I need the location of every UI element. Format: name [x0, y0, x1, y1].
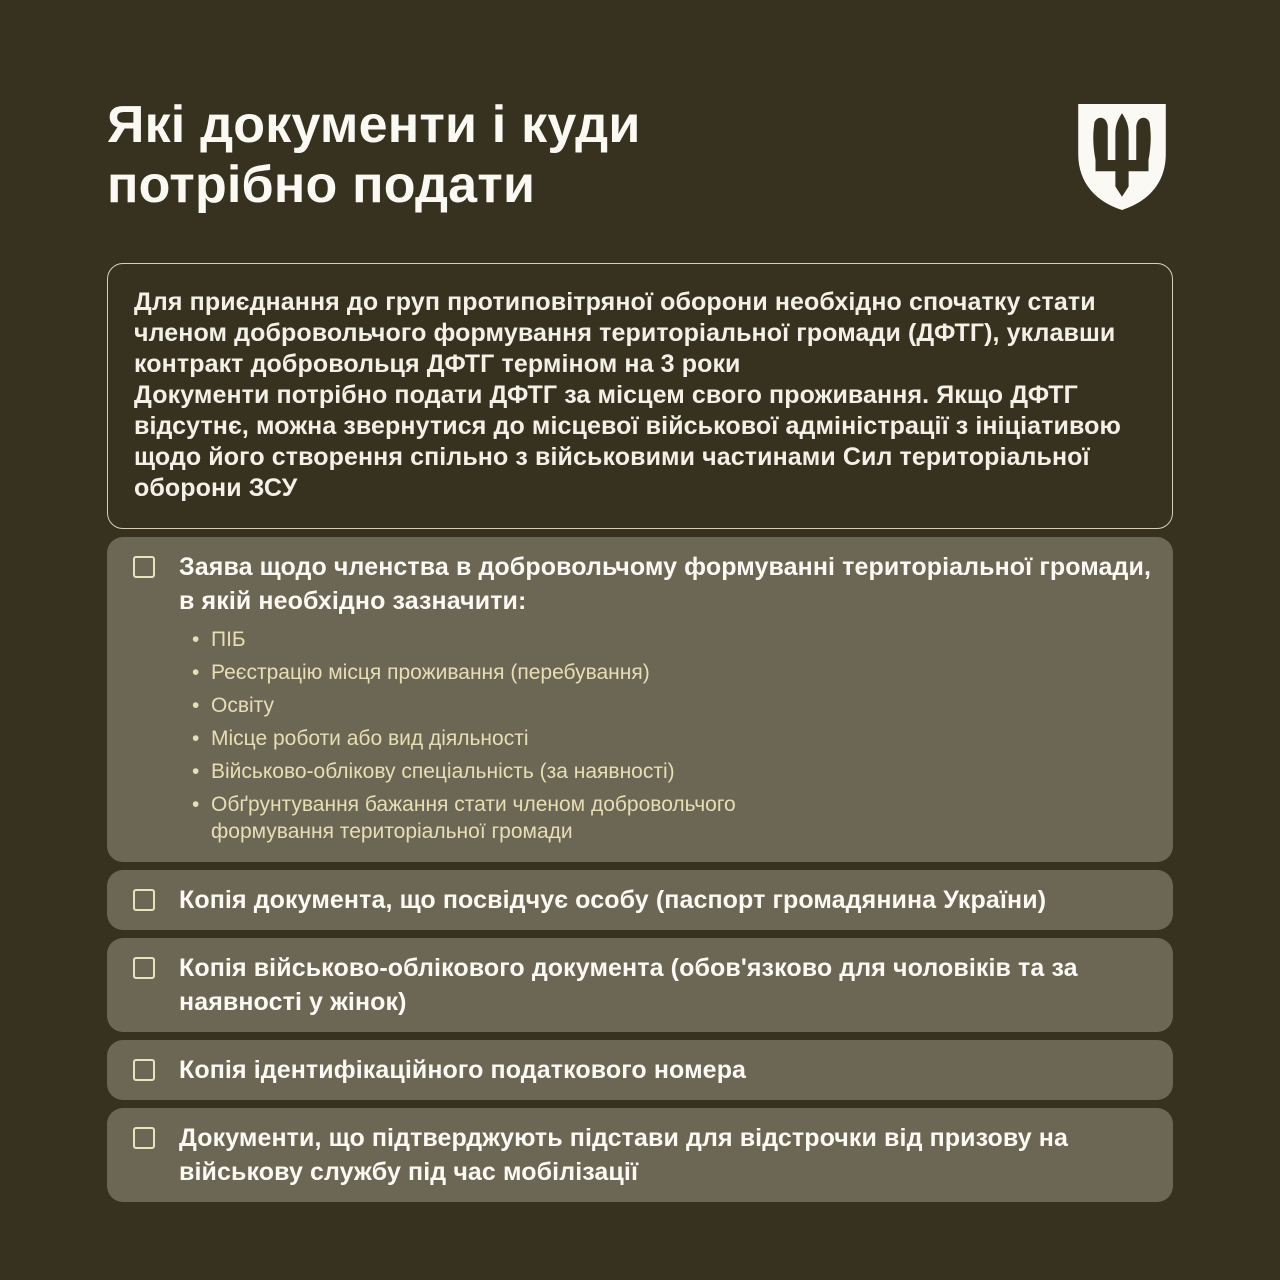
checklist-item-deferral-documents — [107, 1108, 1173, 1202]
checklist-item-label: Документи, що підтверджують підстави для відстрочки від призову на військову службу під час мобілізації — [179, 1124, 1068, 1186]
checklist-item-passport-copy — [107, 870, 1173, 930]
shield-trident-emblem-icon — [1073, 101, 1171, 213]
checklist-item-label: Копія документа, що посвідчує особу (паспорт громадянина України) — [179, 886, 1047, 914]
checklist-item-tax-number-copy — [107, 1040, 1173, 1100]
list-item: • ПІБ — [179, 626, 831, 653]
checklist-item-body — [179, 883, 1046, 917]
checklist-item-application — [107, 537, 1173, 862]
page-title — [107, 95, 641, 215]
checklist-item-label: Копія ідентифікаційного податкового номера — [179, 1056, 747, 1084]
checkbox-icon — [133, 889, 155, 911]
intro-paragraph-2: Документи потрібно подати ДФТГ за місцем свого проживання. Якщо ДФТГ відсутнє, можна звернутися до місцевої військової адміністрації з ініціативою щодо його створення спільно з військовими частинами Сил територіальної оборони ЗСУ — [134, 381, 1121, 502]
checkbox-icon — [133, 957, 155, 979]
page-title-line-2: потрібно подати — [107, 156, 536, 214]
checklist-item-body — [179, 951, 1153, 1019]
intro-box — [107, 263, 1173, 529]
checklist-item-label: Копія військово-облікового документа (обов'язково для чоловіків та за наявності у жінок) — [179, 954, 1078, 1016]
checklist-item-body — [179, 550, 1153, 849]
application-details-list — [179, 626, 1153, 845]
list-item: • Освіту — [179, 692, 831, 719]
list-item: • Обґрунтування бажання стати членом добровольчого формування територіальної громади — [179, 791, 831, 845]
checkbox-icon — [133, 1127, 155, 1149]
header — [107, 95, 1173, 215]
page-title-line-1: Які документи і куди — [107, 96, 641, 154]
checklist-item-label: Заява щодо членства в добровольчому формуванні територіальної громади, в якій необхідно зазначити: — [179, 553, 1152, 615]
list-item: • Реєстрацію місця проживання (перебування) — [179, 659, 831, 686]
checkbox-icon — [133, 1059, 155, 1081]
list-item: • Місце роботи або вид діяльності — [179, 725, 831, 752]
list-item: • Військово-облікову спеціальність (за наявності) — [179, 758, 831, 785]
checklist-item-body — [179, 1121, 1153, 1189]
checklist-item-body — [179, 1053, 746, 1087]
checkbox-icon — [133, 556, 155, 578]
checklist-item-military-record-copy — [107, 938, 1173, 1032]
intro-paragraph-1: Для приєднання до груп протиповітряної оборони необхідно спочатку стати членом добровольчого формування територіальної громади (ДФТГ), уклавши контракт добровольця ДФТГ терміном на 3 роки — [134, 288, 1116, 378]
